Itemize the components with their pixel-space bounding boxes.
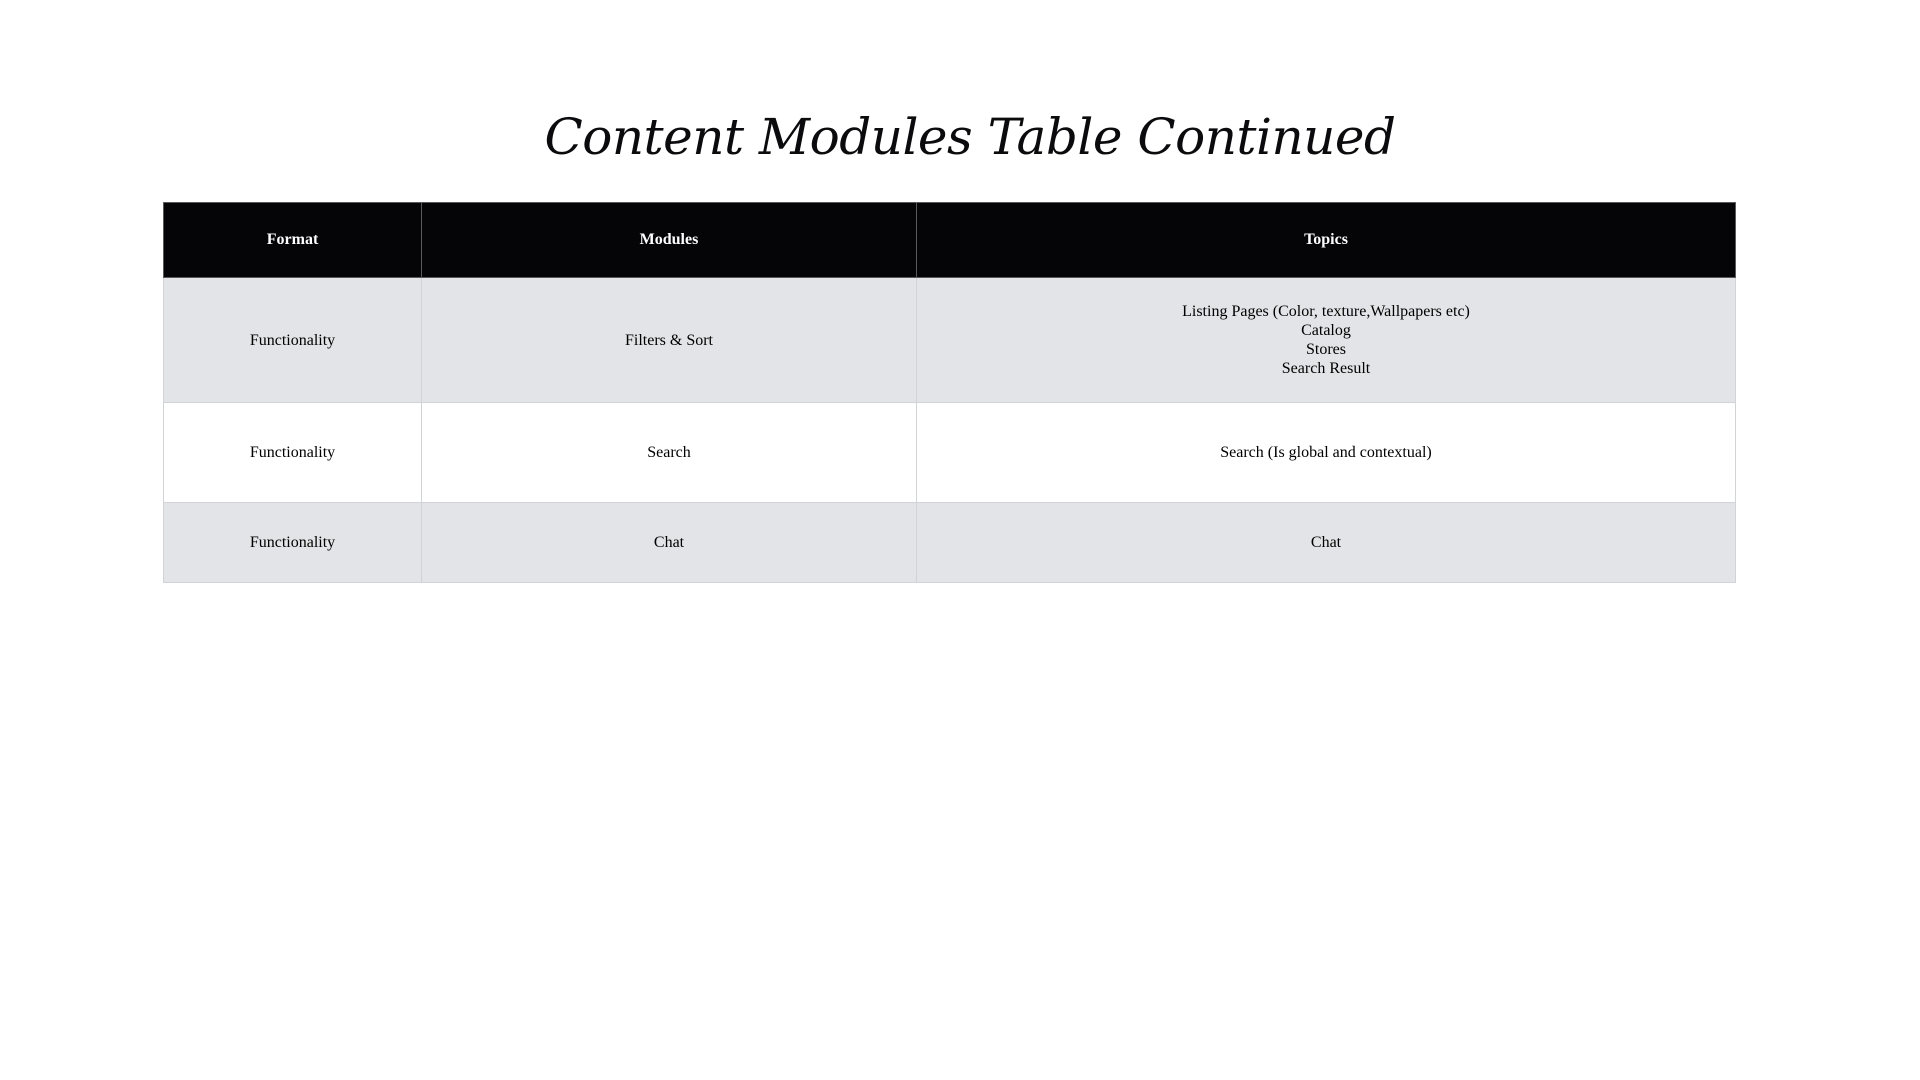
header-format: Format [164, 203, 422, 278]
topic-item: Catalog [1301, 322, 1351, 339]
cell-format: Functionality [164, 278, 422, 403]
cell-format: Functionality [164, 403, 422, 503]
page-title: Content Modules Table Continued [544, 108, 1396, 166]
cell-module: Filters & Sort [422, 278, 917, 403]
topic-item: Chat [1310, 534, 1342, 551]
cell-topics [917, 278, 1736, 403]
table-row [164, 503, 1736, 583]
content-modules-table [163, 202, 1736, 583]
topic-item: Search Result [1281, 360, 1371, 377]
cell-topics [917, 403, 1736, 503]
header-modules: Modules [422, 203, 917, 278]
cell-format: Functionality [164, 503, 422, 583]
cell-module: Chat [422, 503, 917, 583]
header-topics: Topics [917, 203, 1736, 278]
table-row [164, 278, 1736, 403]
table-header-row [164, 203, 1736, 278]
topic-item: Listing Pages (Color, texture,Wallpapers etc) [1182, 303, 1470, 320]
table-row [164, 403, 1736, 503]
topic-item: Search (Is global and contextual) [1220, 444, 1432, 461]
topic-item: Stores [1306, 341, 1346, 358]
cell-topics [917, 503, 1736, 583]
cell-module: Search [422, 403, 917, 503]
content-modules-table-wrapper [163, 202, 1735, 583]
